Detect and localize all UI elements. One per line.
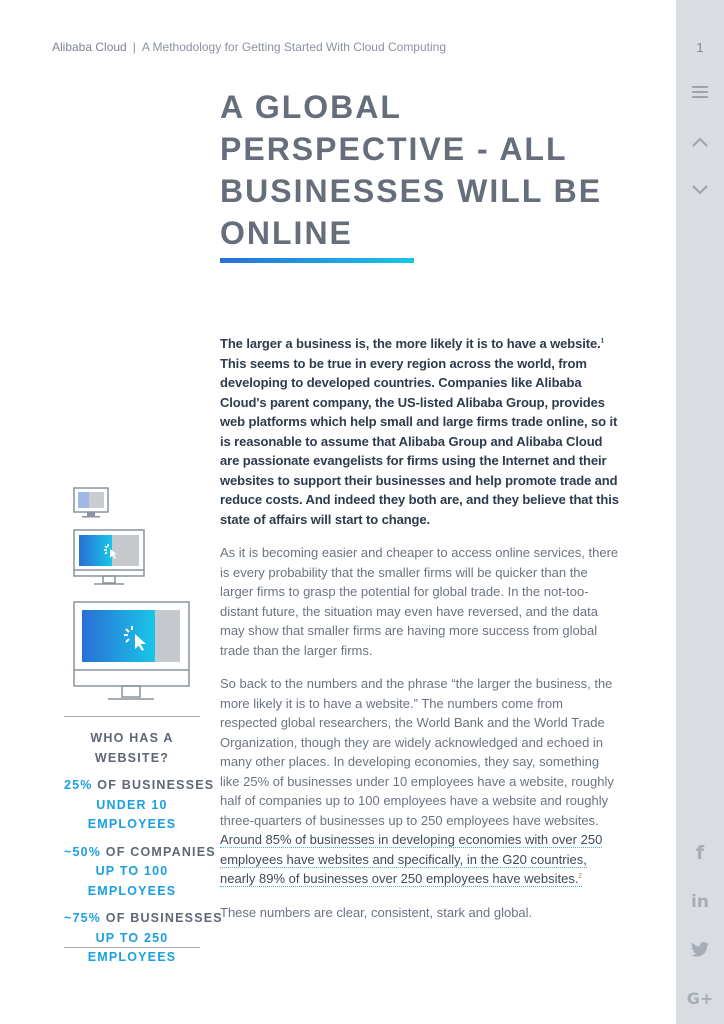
article-body [220, 334, 620, 936]
chevron-down-icon[interactable] [688, 178, 712, 202]
website-stats-callout [64, 716, 223, 964]
lead-paragraph [220, 334, 620, 529]
stat-item [64, 909, 223, 968]
body-paragraph: As it is becoming easier and cheaper to access online services, there is every probability that the smaller firms will be quicker than the larger firms to grasp the potential for global trade. In the not-too-distant future, the situation may even have reversed, and the data may show that smaller firms are having more success from global trade than the larger firms. [220, 545, 619, 658]
page-title: A GLOBAL PERSPECTIVE - ALL BUSINESSES WILL BE ONLINE [220, 89, 603, 251]
stat-qualifier: UP TO 250 [95, 930, 169, 945]
stat-subject: OF BUSINESSES [92, 778, 215, 792]
footnote-marker[interactable]: 2 [578, 873, 582, 880]
stat-unit: EMPLOYEES [87, 950, 177, 964]
body-paragraph [220, 674, 620, 889]
lead-text-rest: This seems to be true in every region across the world, from developing to developed countries. Companies like Alibaba Cloud's parent company, the US-listed Alibaba Group, provides web platforms which help small and large firms trade online, so it is reasonable to assume that Alibaba Group and Alibaba Cloud are passionate evangelists for firms using the Internet and their websites to support their businesses and help promote trade and reduce costs. And indeed they both are, and they believe that this state of affairs will start to change. [220, 355, 619, 527]
menu-icon[interactable] [688, 80, 712, 104]
document-header [52, 40, 446, 54]
header-separator: | [132, 40, 136, 54]
footnote-marker[interactable]: 1 [600, 338, 604, 345]
stat-percentage: 25% [64, 778, 93, 792]
citation-link-text[interactable]: Around 85% of businesses in developing economies with over 250 employees have websites and specifically, in the G20 countries, nearly 89% of businesses over 250 employees have websites. [220, 832, 603, 886]
stat-item [64, 843, 216, 902]
stat-item [64, 776, 215, 835]
body-paragraph: These numbers are clear, consistent, stark and global. [220, 904, 533, 920]
twitter-icon[interactable] [688, 937, 712, 961]
stats-heading: WHO HAS A WEBSITE? [90, 731, 174, 765]
stat-percentage: ~75% [64, 911, 102, 925]
chevron-up-icon[interactable] [688, 130, 712, 154]
stat-unit: EMPLOYEES [87, 883, 177, 898]
brand-name: Alibaba Cloud [52, 40, 127, 54]
stat-subject: OF BUSINESSES [101, 911, 223, 925]
stat-qualifier: UNDER 10 [96, 797, 168, 812]
facebook-icon[interactable]: f [695, 842, 705, 864]
document-subtitle: A Methodology for Getting Started With Cloud Computing [141, 40, 447, 54]
large-monitor-icon [74, 602, 189, 699]
medium-monitor-icon [74, 530, 144, 584]
title-underline [220, 258, 414, 263]
google-plus-icon[interactable]: G+ [686, 988, 714, 1008]
citation-link[interactable] [220, 832, 602, 887]
stat-unit: EMPLOYEES [87, 817, 177, 831]
stat-qualifier: UP TO 100 [95, 864, 169, 878]
right-sidebar [676, 0, 724, 1024]
monitors-illustration [60, 484, 200, 706]
small-monitor-icon [74, 488, 108, 518]
body-text-start: So back to the numbers and the phrase “the larger the business, the more likely it is to have a website.” The numbers come from respected global researchers, the World Bank and the World Trade Organization, though they are widely acknowledged and echoed in many other places. In developing economies, they say, something like 25% of businesses under 10 employees have a website, roughly half of companies up to 100 employees have a website and roughly three-quarters of businesses up to 250 employees have websites. [220, 676, 614, 828]
linkedin-icon[interactable]: in [691, 892, 709, 912]
stat-percentage: ~50% [64, 844, 102, 859]
lead-text-start: The larger a business is, the more likely it is to have a website. [220, 336, 601, 351]
stat-subject: OF COMPANIES [101, 844, 216, 859]
page-number: 1 [696, 40, 704, 55]
